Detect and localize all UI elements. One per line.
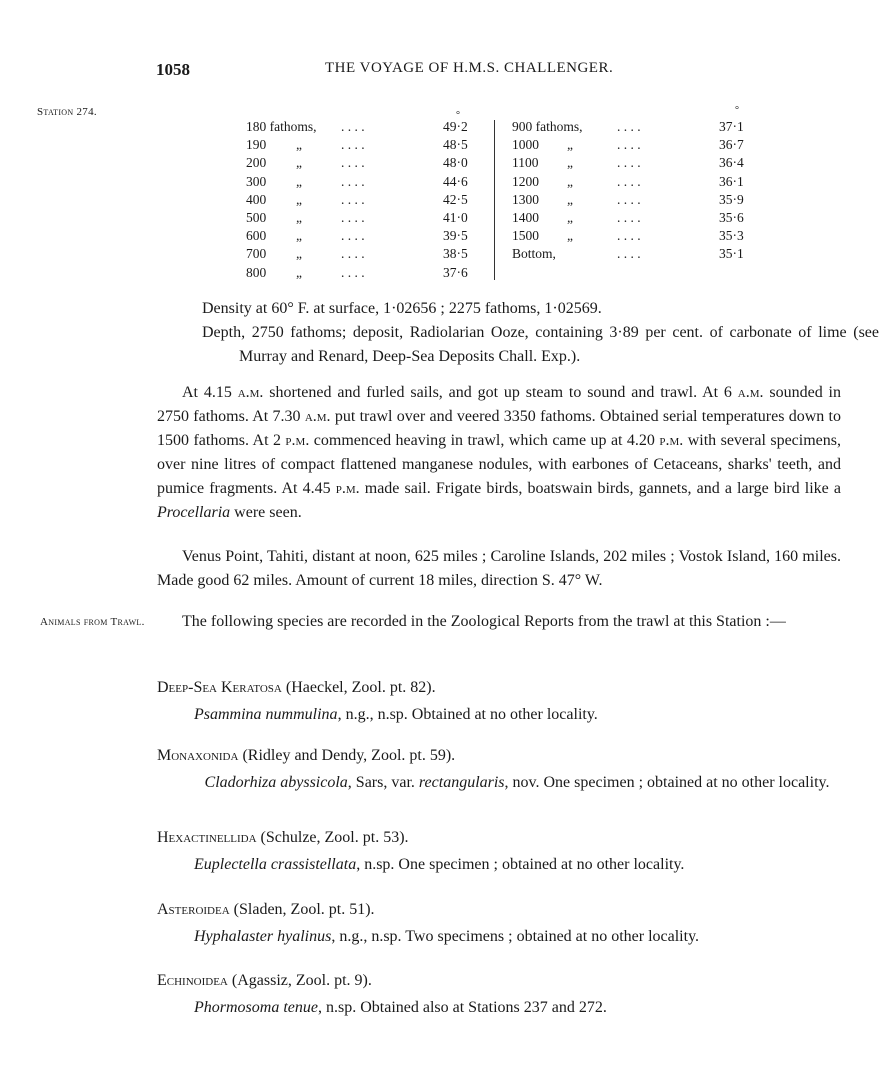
dot-leader: . . . . <box>617 137 641 153</box>
temperature-value: 35·6 <box>719 209 744 225</box>
depth-label: 1400 <box>512 209 539 225</box>
depth-label: 500 <box>246 209 267 225</box>
temperature-value: 35·9 <box>719 191 744 207</box>
temperature-value: 36·1 <box>719 173 744 189</box>
species-entry <box>194 926 840 948</box>
depth-label: 800 <box>246 264 267 280</box>
table-row <box>512 227 772 245</box>
table-row <box>246 264 486 282</box>
group-heading <box>157 677 436 699</box>
group-heading <box>157 745 455 767</box>
ditto-mark: „ <box>567 137 573 153</box>
ditto-mark: „ <box>296 209 302 225</box>
group-reference: (Agassiz, Zool. pt. 9). <box>227 972 372 989</box>
temperature-value: 38·5 <box>443 246 468 262</box>
italic-name: Cladorhiza abyssicola <box>204 774 348 791</box>
table-row <box>246 191 486 209</box>
group-heading <box>157 827 409 849</box>
degree-mark-left: ° <box>456 110 460 121</box>
ditto-mark: „ <box>296 264 302 280</box>
table-row <box>512 209 772 227</box>
narrative-paragraph <box>157 381 841 525</box>
time-abbrev: a.m. <box>737 384 764 401</box>
depth-label: 1100 <box>512 155 539 171</box>
italic-name: rectangularis <box>418 774 505 791</box>
running-title: THE VOYAGE OF H.M.S. CHALLENGER. <box>325 60 614 76</box>
italic-name: Euplectella crassistellata <box>194 856 357 873</box>
text-run: put trawl over and veered 3350 fathoms. Obtained serial temperatures down to 1500 fathoms. At 2 <box>157 408 841 449</box>
group-name: Asteroidea <box>157 901 230 918</box>
group-reference: (Schulze, Zool. pt. 53). <box>256 829 409 846</box>
table-row <box>512 173 772 191</box>
text-run: , n.sp. One specimen ; obtained at no other locality. <box>356 856 685 873</box>
depth-label: 700 <box>246 246 267 262</box>
table-row <box>246 136 486 154</box>
dot-leader: . . . . <box>617 246 641 262</box>
temperature-value: 36·4 <box>719 155 744 171</box>
depth-label: 180 fathoms, <box>246 119 317 134</box>
group-name: Hexactinellida <box>157 829 257 846</box>
temperature-value: 49·2 <box>443 119 468 134</box>
table-row <box>512 191 772 209</box>
text-run: commenced heaving in trawl, which came up at 4.20 <box>309 432 660 449</box>
text-run: sounded in 2750 fathoms. At 7.30 <box>157 384 841 425</box>
text-run: were seen. <box>230 504 302 521</box>
temperature-value: 37·6 <box>443 264 468 280</box>
dot-leader: . . . . <box>617 209 641 225</box>
ditto-mark: „ <box>567 173 573 189</box>
ditto-mark: „ <box>296 246 302 262</box>
text-run: , n.g., n.sp. Two specimens ; obtained at no other locality. <box>331 928 700 945</box>
group-reference: (Haeckel, Zool. pt. 82). <box>281 679 436 696</box>
temperature-value: 35·3 <box>719 228 744 244</box>
species-intro: The following species are recorded in the Zoological Reports from the trawl at this Station :— <box>182 613 786 630</box>
group-name: Deep-Sea Keratosa <box>157 679 282 696</box>
temperature-value: 36·7 <box>719 137 744 153</box>
italic-name: Phormosoma tenue <box>194 999 318 1016</box>
depth-label: 900 fathoms, <box>512 119 583 134</box>
species-entry <box>194 854 840 876</box>
dot-leader: . . . . <box>341 191 365 207</box>
temperature-table-left <box>246 118 486 288</box>
depth-label: 600 <box>246 228 267 244</box>
table-row <box>246 173 486 191</box>
temperature-value: 42·5 <box>443 191 468 207</box>
dot-leader: . . . . <box>617 155 641 171</box>
time-abbrev: p.m. <box>335 480 360 497</box>
depth-label: 400 <box>246 191 267 207</box>
dot-leader: . . . . <box>341 228 365 244</box>
time-abbrev: a.m. <box>304 408 331 425</box>
temperature-value: 41·0 <box>443 209 468 225</box>
group-reference: (Sladen, Zool. pt. 51). <box>229 901 375 918</box>
group-name: Monaxonida <box>157 747 239 764</box>
text-run: , Sars, var. <box>347 774 419 791</box>
text-run: made sail. Frigate birds, boatswain birds, gannets, and a large bird like a <box>359 480 842 497</box>
dot-leader: . . . . <box>341 264 365 280</box>
depth-line: Depth, 2750 fathoms; deposit, Radiolarian Ooze, containing 3·89 per cent. of carbonate of lime (see Murray and Renard, Deep-Sea Deposits Chall. Exp.). <box>202 324 879 365</box>
position-paragraph: Venus Point, Tahiti, distant at noon, 625 miles ; Caroline Islands, 202 miles ; Vostok Island, 160 miles. Made good 62 miles. Amount of current 18 miles, direction S. 47° W. <box>157 548 841 589</box>
species-entry <box>194 997 840 1019</box>
time-abbrev: p.m. <box>285 432 310 449</box>
degree-mark-right: ° <box>735 105 739 116</box>
dot-leader: . . . . <box>617 191 641 207</box>
table-row <box>246 118 486 136</box>
page-number: 1058 <box>156 60 190 79</box>
italic-name: Procellaria <box>157 504 231 521</box>
temperature-value: 39·5 <box>443 228 468 244</box>
depth-label: 1500 <box>512 228 539 244</box>
temperature-value: 44·6 <box>443 173 468 189</box>
italic-name: Psammina nummulina <box>194 706 338 723</box>
ditto-mark: „ <box>567 228 573 244</box>
temperature-value: 48·0 <box>443 155 468 171</box>
dot-leader: . . . . <box>617 119 641 134</box>
depth-label: 300 <box>246 173 267 189</box>
temperature-value: 48·5 <box>443 137 468 153</box>
table-row <box>246 209 486 227</box>
table-row <box>512 245 772 263</box>
group-heading <box>157 970 372 992</box>
dot-leader: . . . . <box>341 209 365 225</box>
dot-leader: . . . . <box>617 228 641 244</box>
text-run: with several specimens, over nine litres of compact flattened manganese nodules, with earbones of Cetaceans, sharks' teeth, and pumice fragments. At 4.45 <box>157 432 841 497</box>
text-run: , n.g., n.sp. Obtained at no other locality. <box>337 706 598 723</box>
dot-leader: . . . . <box>341 173 365 189</box>
temperature-value: 37·1 <box>719 119 744 134</box>
group-reference: (Ridley and Dendy, Zool. pt. 59). <box>238 747 456 764</box>
italic-name: Hyphalaster hyalinus <box>194 928 332 945</box>
text-run: At 4.15 <box>182 384 238 401</box>
group-heading <box>157 899 375 921</box>
time-abbrev: a.m. <box>237 384 264 401</box>
ditto-mark: „ <box>296 137 302 153</box>
ditto-mark: „ <box>567 191 573 207</box>
temperature-value: 35·1 <box>719 246 744 262</box>
depth-label: 1200 <box>512 173 539 189</box>
ditto-mark: „ <box>296 228 302 244</box>
dot-leader: . . . . <box>341 246 365 262</box>
depth-label: Bottom, <box>512 246 556 262</box>
depth-label: 200 <box>246 155 267 171</box>
depth-label: 1000 <box>512 137 539 153</box>
ditto-mark: „ <box>296 155 302 171</box>
time-abbrev: p.m. <box>659 432 684 449</box>
table-row <box>512 154 772 172</box>
dot-leader: . . . . <box>341 137 365 153</box>
table-row <box>246 154 486 172</box>
text-run: , nov. One specimen ; obtained at no other locality. <box>504 774 830 791</box>
margin-note-animals: Animals from Trawl. <box>40 616 145 628</box>
table-divider <box>494 120 495 280</box>
ditto-mark: „ <box>567 209 573 225</box>
table-row <box>512 118 772 136</box>
text-run: shortened and furled sails, and got up steam to sound and trawl. At 6 <box>263 384 738 401</box>
dot-leader: . . . . <box>617 173 641 189</box>
depth-label: 190 <box>246 137 267 153</box>
group-name: Echinoidea <box>157 972 228 989</box>
table-row <box>512 136 772 154</box>
dot-leader: . . . . <box>341 155 365 171</box>
table-row <box>246 245 486 263</box>
density-line: Density at 60° F. at surface, 1·02656 ; 2275 fathoms, 1·02569. <box>202 300 602 317</box>
text-run: , n.sp. Obtained also at Stations 237 and 272. <box>317 999 607 1016</box>
species-entry <box>194 704 840 726</box>
ditto-mark: „ <box>296 173 302 189</box>
species-entry <box>194 772 840 794</box>
temperature-table-right <box>512 118 772 268</box>
depth-label: 1300 <box>512 191 539 207</box>
margin-note-station: Station 274. <box>37 106 97 118</box>
table-row <box>246 227 486 245</box>
ditto-mark: „ <box>296 191 302 207</box>
ditto-mark: „ <box>567 155 573 171</box>
dot-leader: . . . . <box>341 119 365 134</box>
